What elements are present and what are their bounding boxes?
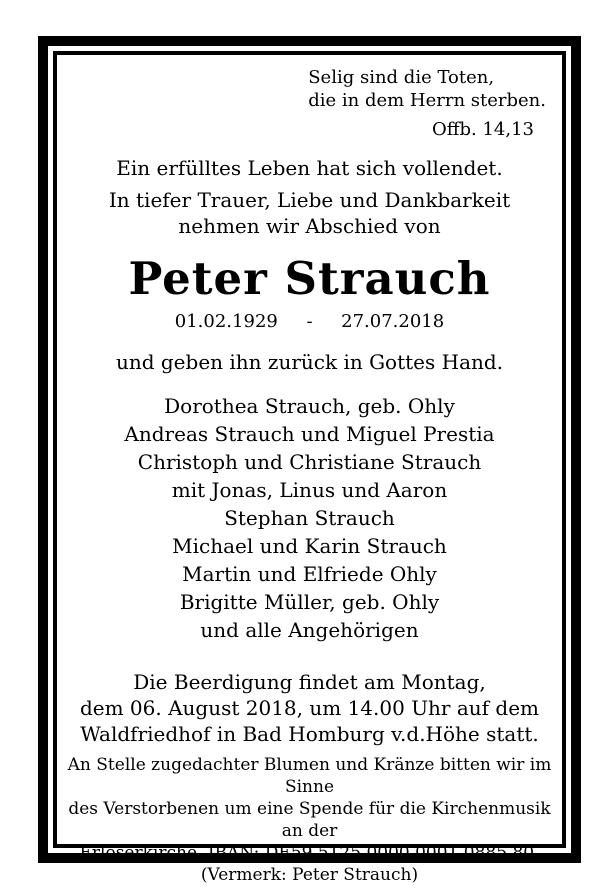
life-dates: 01.02.1929 - 27.07.2018 bbox=[174, 311, 445, 332]
intro-line-3: nehmen wir Abschied von bbox=[178, 214, 441, 238]
mourner-line: Brigitte Müller, geb. Ohly bbox=[179, 590, 440, 614]
mourner-line: Andreas Strauch und Miguel Prestia bbox=[124, 422, 495, 446]
funeral-line-1: Die Beerdigung findet am Montag, bbox=[133, 670, 486, 694]
intro-text bbox=[57, 155, 562, 239]
mourners-list bbox=[57, 392, 562, 644]
mourner-line: Michael und Karin Strauch bbox=[172, 534, 447, 558]
obituary-content bbox=[57, 55, 562, 885]
quote-line-2: die in dem Herrn sterben. bbox=[308, 90, 546, 111]
quote-citation: Offb. 14,13 bbox=[431, 119, 534, 140]
mourner-line: Christoph und Christiane Strauch bbox=[137, 450, 482, 474]
quote-line-1: Selig sind die Toten, bbox=[308, 67, 495, 88]
outer-border-frame bbox=[38, 36, 581, 885]
deceased-name: Peter Strauch bbox=[128, 252, 491, 305]
inner-border-frame bbox=[53, 51, 566, 885]
intro-line-2: In tiefer Trauer, Liebe und Dankbarkeit bbox=[108, 188, 511, 212]
funeral-line-3: Waldfriedhof in Bad Homburg v.d.Höhe statt. bbox=[80, 722, 539, 746]
mourner-line: mit Jonas, Linus und Aaron bbox=[171, 478, 448, 502]
donation-note bbox=[57, 754, 562, 886]
donation-line-4: (Vermerk: Peter Strauch) bbox=[200, 865, 419, 885]
donation-line-1: An Stelle zugedachter Blumen und Kränze bitten wir im Sinne bbox=[67, 755, 552, 797]
funeral-line-2: dem 06. August 2018, um 14.00 Uhr auf dem bbox=[79, 696, 540, 720]
donation-line-3: Erlöserkirche. IBAN: DE59 5125 0000 0001 0885 80. bbox=[79, 843, 540, 863]
mourner-line: Dorothea Strauch, geb. Ohly bbox=[164, 394, 455, 418]
funeral-details bbox=[57, 669, 562, 747]
scripture-quote bbox=[308, 66, 546, 141]
intro-line-1: Ein erfülltes Leben hat sich vollendet. bbox=[116, 156, 503, 180]
donation-line-2: des Verstorbenen um eine Spende für die Kirchenmusik an der bbox=[68, 799, 551, 841]
mourner-line: Martin und Elfriede Ohly bbox=[182, 562, 437, 586]
mourner-line: und alle Angehörigen bbox=[200, 618, 419, 642]
committal-line: und geben ihn zurück in Gottes Hand. bbox=[115, 350, 504, 374]
mourner-line: Stephan Strauch bbox=[224, 506, 395, 530]
